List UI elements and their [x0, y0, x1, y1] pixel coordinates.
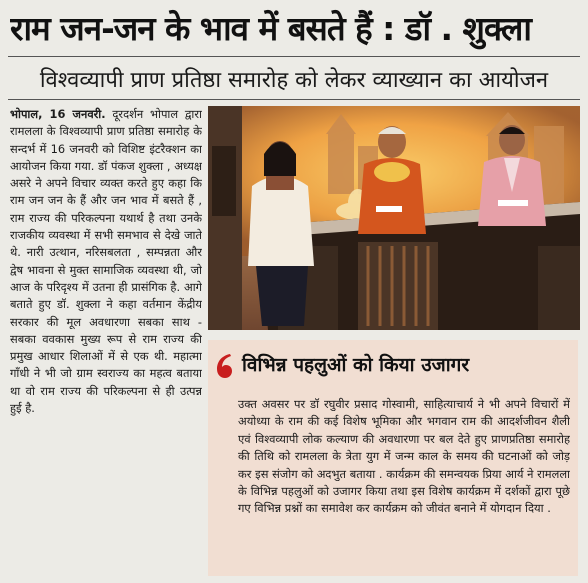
headline-rule	[8, 56, 580, 57]
sidebar-box	[208, 340, 578, 576]
studio-photo-illustration	[208, 106, 580, 330]
subheadline-rule	[8, 99, 580, 100]
subheadline: विश्वव्यापी प्राण प्रतिष्ठा समारोह को लेकर व्याख्यान का आयोजन	[39, 68, 549, 93]
headline: राम जन-जन के भाव में बसते हैं : डॉ . शुक्ला	[10, 9, 531, 48]
quote-mark-icon	[214, 352, 236, 380]
article-dateline: भोपाल, 16 जनवरी.	[10, 107, 106, 121]
sidebar-body: उक्त अवसर पर डॉ रघुवीर प्रसाद गोस्वामी, साहित्याचार्य ने भी अपने विचारों में अयोध्या के राम की कई विशेष भूमिका और भगवान राम की आदर्शजीवन शैली एवं विश्वव्यापी लोक कल्याण की अवधारणा पर बल देते हुए प्राणप्रतिष्ठा समारोह की तिथि को रामलला के त्रेता युग में जन्म काल के समय की घटनाओं को जोड़ कर इस संजोग को अदभुत बताया . कार्यक्रम की समन्वयक प्रिया आर्य ने रामलला के विभिन्न पहलुओं को उजागर किया तथा इस विशेष कार्यक्रम में दर्शकों द्वारा पूछे गए विभिन्न प्रश्नों का समावेश कर कार्यक्रम को जीवंत बनाने में योगदान दिया .	[238, 397, 570, 516]
sidebar-title: विभिन्न पहलुओं को किया उजागर	[242, 354, 470, 376]
article-body: दूरदर्शन भोपाल द्वारा रामलला के विश्वव्यापी प्राण प्रतिष्ठा समारोह के सन्दर्भ में 16 जनवरी को विशिष्ट इंटरैक्शन का आयोजन किया गया. डॉ पंकज शुक्ला , अध्यक्ष असरे ने अपने विचार व्यक्त करते हुए कहा कि राम जन जन के हैं और जन भाव में बसते हैं , राम राज्य की परिकल्पना यथार्थ है तथा उनके राजकीय व्यवस्था में सभी समभाव से देखे जाते थे. नारी उत्थान, नरिसबलता , सम्पन्नता और द्वेष भावना से मुक्त सामाजिक व्यवस्था थी, जो आज के परिदृश्य में उतना ही प्रासंगिक है. आगे बताते हुए डॉ. शुक्ला ने कहा वर्तमान केंद्रीय सरकार की मूल अवधारणा सबका साथ - सबका ववकास मुख्य रूप से राम राज्य की प्रमुख आधार शिलाओं में से एक थी. महात्मा गाँधी ने भी जो ग्राम स्वराज्य का महत्व बताया था वो राम राज्य की परिकल्पना से ही उत्पन्न हुई है.	[10, 107, 202, 416]
news-photo	[208, 106, 580, 330]
article-column	[10, 106, 202, 576]
